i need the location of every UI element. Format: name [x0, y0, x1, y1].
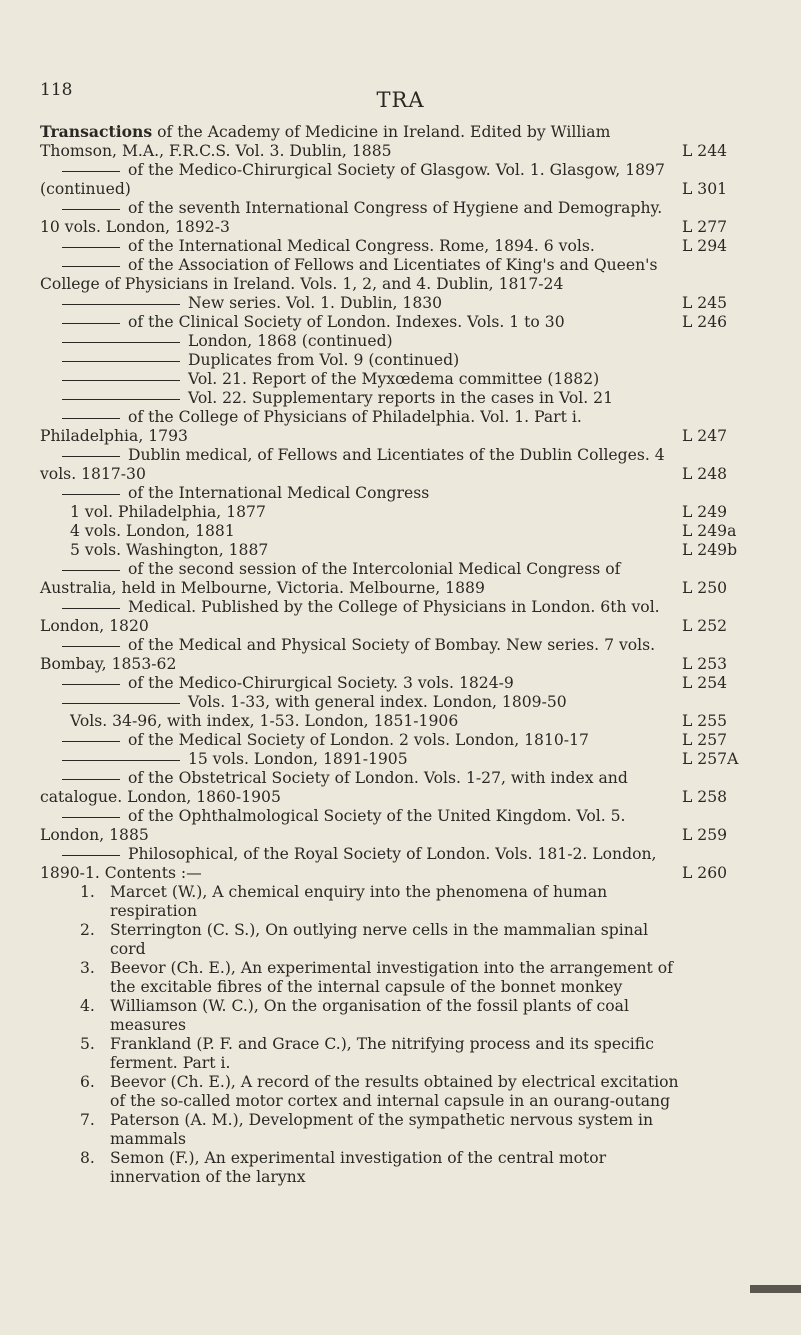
shelf-mark: L 244	[682, 142, 728, 160]
catalogue-entry	[40, 237, 752, 256]
ditto-rule	[62, 646, 120, 647]
ditto-rule	[62, 361, 180, 362]
contents-item-number: 2.	[80, 921, 95, 939]
shelf-mark: L 255	[682, 712, 728, 730]
entry-text: Medical. Published by the College of Physicians in London. 6th vol. London, 1820	[40, 598, 660, 635]
contents-item-number: 4.	[80, 997, 95, 1015]
entry-text: of the Medico-Chirurgical Society. 3 vols. 1824-9	[128, 674, 514, 692]
ditto-rule	[62, 494, 120, 495]
ditto-rule	[62, 684, 120, 685]
shelf-mark: L 294	[682, 237, 728, 255]
ditto-rule	[62, 380, 180, 381]
entry-text: Vols. 34-96, with index, 1-53. London, 1851-1906	[70, 712, 459, 730]
ditto-rule	[62, 418, 120, 419]
catalogue-entry	[40, 769, 752, 807]
catalogue-entries	[40, 122, 752, 1187]
catalogue-entry	[40, 332, 752, 351]
entry-text: of the Clinical Society of London. Indexes. Vols. 1 to 30	[128, 313, 565, 331]
entry-text: Vol. 22. Supplementary reports in the cases in Vol. 21	[188, 389, 614, 407]
shelf-mark: L 259	[682, 826, 728, 844]
entry-text: 1 vol. Philadelphia, 1877	[70, 503, 266, 521]
contents-item	[80, 959, 680, 997]
shelf-mark: L 249a	[682, 522, 737, 540]
shelf-mark: L 301	[682, 180, 728, 198]
entry-text: of the International Medical Congress. Rome, 1894. 6 vols.	[128, 237, 595, 255]
entry-text: Vol. 21. Report of the Myxœdema committee (1882)	[188, 370, 600, 388]
shelf-mark: L 258	[682, 788, 728, 806]
ditto-rule	[62, 399, 180, 400]
catalogue-entry	[40, 807, 752, 845]
catalogue-entry	[40, 161, 752, 199]
shelf-mark: L 257A	[682, 750, 739, 768]
shelf-mark: L 245	[682, 294, 728, 312]
entry-text: of the International Medical Congress	[128, 484, 430, 502]
entry-text: Vols. 1-33, with general index. London, 1809-50	[188, 693, 567, 711]
ditto-rule	[62, 741, 120, 742]
catalogue-entry	[40, 750, 752, 769]
catalogue-entry	[40, 294, 752, 313]
catalogue-entry	[40, 522, 752, 541]
contents-item-number: 7.	[80, 1111, 95, 1129]
shelf-mark: L 249	[682, 503, 728, 521]
shelf-mark: L 260	[682, 864, 728, 882]
ditto-rule	[62, 304, 180, 305]
entry-text: of the Obstetrical Society of London. Vols. 1-27, with index and catalogue. London, 1860-1905	[40, 769, 628, 806]
entry-text: London, 1868 (continued)	[188, 332, 393, 350]
contents-item-text: Beevor (Ch. E.), An experimental investigation into the arrangement of the excitable fibres of the internal capsule of the bonnet monkey	[110, 959, 673, 996]
ditto-rule	[62, 855, 120, 856]
contents-item-text: Williamson (W. C.), On the organisation of the fossil plants of coal measures	[110, 997, 629, 1034]
contents-item-text: Sterrington (C. S.), On outlying nerve cells in the mammalian spinal cord	[110, 921, 649, 958]
contents-item	[80, 1111, 680, 1149]
entry-text: of the Medico-Chirurgical Society of Glasgow. Vol. 1. Glasgow, 1897 (continued)	[40, 161, 665, 198]
ditto-rule	[62, 209, 120, 210]
entry-text: Dublin medical, of Fellows and Licentiates of the Dublin Colleges. 4 vols. 1817-30	[40, 446, 665, 483]
contents-item	[80, 921, 680, 959]
ditto-rule	[62, 703, 180, 704]
ditto-rule	[62, 171, 120, 172]
catalogue-entry	[40, 845, 752, 883]
catalogue-entry	[40, 370, 752, 389]
catalogue-entry	[40, 256, 752, 294]
contents-item-number: 1.	[80, 883, 95, 901]
catalogue-entry	[40, 598, 752, 636]
entry-text: of the Medical Society of London. 2 vols. London, 1810-17	[128, 731, 589, 749]
contents-item-number: 5.	[80, 1035, 95, 1053]
contents-item-number: 3.	[80, 959, 95, 977]
catalogue-entry	[40, 389, 752, 408]
shelf-mark: L 248	[682, 465, 728, 483]
catalogue-entry	[40, 560, 752, 598]
contents-item-number: 6.	[80, 1073, 95, 1091]
running-head: TRA	[376, 88, 425, 112]
catalogue-entry	[40, 503, 752, 522]
catalogue-entry	[40, 712, 752, 731]
catalogue-entry	[40, 541, 752, 560]
shelf-mark: L 247	[682, 427, 728, 445]
contents-item	[80, 997, 680, 1035]
ditto-rule	[62, 247, 120, 248]
entry-text: 15 vols. London, 1891-1905	[188, 750, 408, 768]
page-edge-bar	[750, 1285, 801, 1293]
contents-item-text: Frankland (P. F. and Grace C.), The nitrifying process and its specific ferment. Part i.	[110, 1035, 654, 1072]
shelf-mark: L 249b	[682, 541, 738, 559]
ditto-rule	[62, 323, 120, 324]
ditto-rule	[62, 779, 120, 780]
catalogue-entry	[40, 122, 752, 161]
entry-text: of the second session of the Intercolonial Medical Congress of Australia, held in Melbourne, Victoria. Melbourne, 1889	[40, 560, 621, 597]
shelf-mark: L 277	[682, 218, 728, 236]
catalogue-entry	[40, 313, 752, 332]
catalogue-entry	[40, 351, 752, 370]
entry-text: Philosophical, of the Royal Society of London. Vols. 181-2. London, 1890-1. Contents :—	[40, 845, 657, 882]
page-number: 118	[40, 80, 73, 100]
shelf-mark: L 254	[682, 674, 728, 692]
catalogue-entry	[40, 446, 752, 484]
catalogue-entry	[40, 484, 752, 503]
ditto-rule	[62, 760, 180, 761]
catalogue-entry	[40, 731, 752, 750]
contents-item	[80, 883, 680, 921]
ditto-rule	[62, 608, 120, 609]
entry-text: of the Association of Fellows and Licentiates of King's and Queen's College of Physicians in Ireland. Vols. 1, 2, and 4. Dublin, 1817-24	[40, 256, 658, 293]
ditto-rule	[62, 817, 120, 818]
entry-text: of the Medical and Physical Society of Bombay. New series. 7 vols. Bombay, 1853-62	[40, 636, 656, 673]
contents-item	[80, 1149, 680, 1187]
contents-item-text: Marcet (W.), A chemical enquiry into the phenomena of human respiration	[110, 883, 608, 920]
entry-text: of the seventh International Congress of Hygiene and Demography. 10 vols. London, 1892-3	[40, 199, 663, 236]
ditto-rule	[62, 342, 180, 343]
catalogue-entry	[40, 408, 752, 446]
catalogue-entry	[40, 693, 752, 712]
shelf-mark: L 257	[682, 731, 728, 749]
shelf-mark: L 252	[682, 617, 728, 635]
entry-text: New series. Vol. 1. Dublin, 1830	[188, 294, 443, 312]
entry-text: of the Ophthalmological Society of the United Kingdom. Vol. 5. London, 1885	[40, 807, 626, 844]
contents-item	[80, 1035, 680, 1073]
entry-text: 4 vols. London, 1881	[70, 522, 235, 540]
contents-list	[80, 883, 680, 1187]
entry-text: of the College of Physicians of Philadelphia. Vol. 1. Part i. Philadelphia, 1793	[40, 408, 582, 445]
entry-text: of the Academy of Medicine in Ireland. Edited by William Thomson, M.A., F.R.C.S. Vol. 3. Dublin, 1885	[40, 123, 611, 160]
catalogue-entry	[40, 199, 752, 237]
shelf-mark: L 253	[682, 655, 728, 673]
ditto-rule	[62, 456, 120, 457]
shelf-mark: L 246	[682, 313, 728, 331]
entry-text: 5 vols. Washington, 1887	[70, 541, 269, 559]
entry-heading: Transactions	[40, 122, 153, 141]
ditto-rule	[62, 266, 120, 267]
contents-item-number: 8.	[80, 1149, 95, 1167]
contents-item	[80, 1073, 680, 1111]
catalogue-entry	[40, 636, 752, 674]
contents-item-text: Paterson (A. M.), Development of the sympathetic nervous system in mammals	[110, 1111, 653, 1148]
ditto-rule	[62, 570, 120, 571]
contents-item-text: Semon (F.), An experimental investigation of the central motor innervation of the larynx	[110, 1149, 607, 1186]
catalogue-entry	[40, 674, 752, 693]
contents-item-text: Beevor (Ch. E.), A record of the results obtained by electrical excitation of the so-called motor cortex and internal capsule in an ourang-outang	[110, 1073, 679, 1110]
entry-text: Duplicates from Vol. 9 (continued)	[188, 351, 460, 369]
shelf-mark: L 250	[682, 579, 728, 597]
